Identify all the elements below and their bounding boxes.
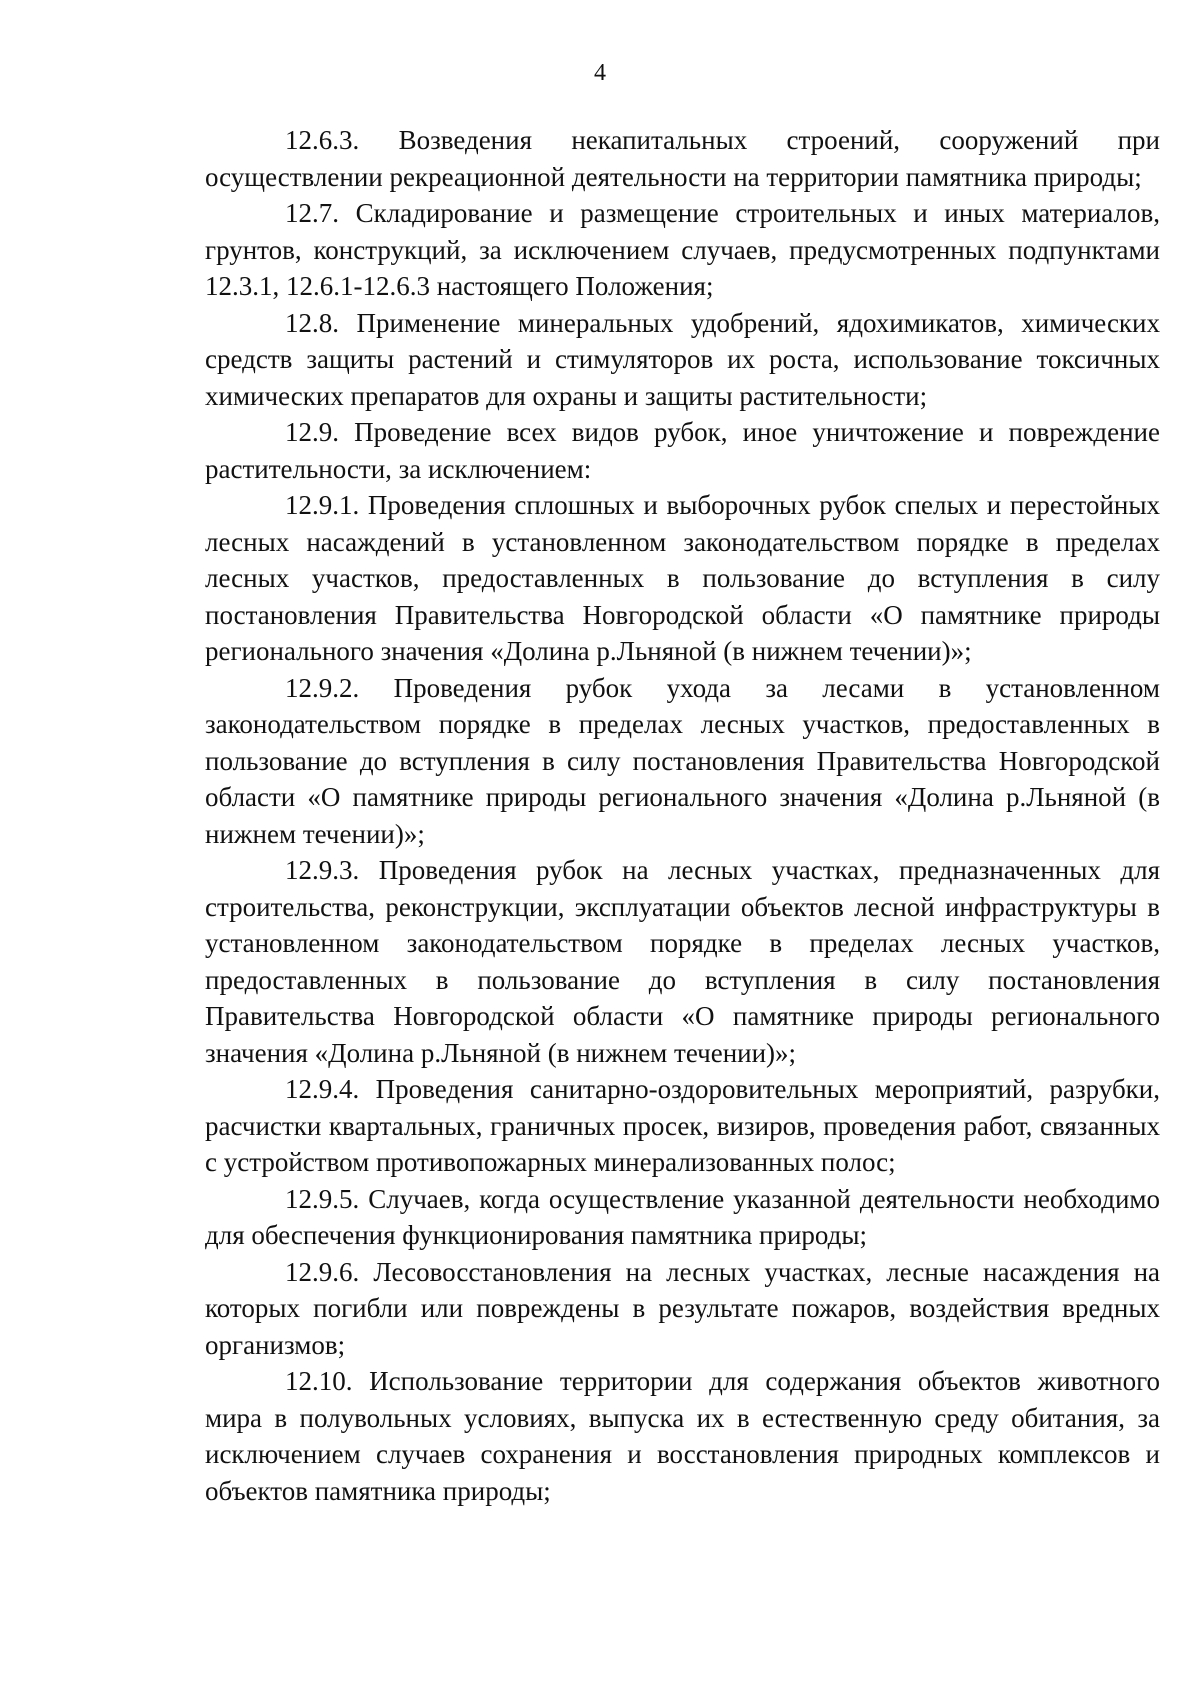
- document-body: [205, 122, 1160, 1509]
- paragraph-12-9-5: 12.9.5. Случаев, когда осуществление указанной деятельности необходимо для обеспечения функционирования памятника природы;: [205, 1183, 1160, 1250]
- paragraph-12-9: 12.9. Проведение всех видов рубок, иное уничтожение и повреждение растительности, за исключением:: [205, 417, 1160, 484]
- paragraph-12-9-4: 12.9.4. Проведения санитарно-оздоровительных мероприятий, разрубки, расчистки квартальных, граничных просек, визиров, проведения работ, связанных с устройством противопожарных минерализованных полос;: [205, 1074, 1160, 1177]
- page-number: 4: [594, 60, 606, 86]
- paragraph-12-9-2: 12.9.2. Проведения рубок ухода за лесами в установленном законодательством порядке в пределах лесных участков, предоставленных в пользование до вступления в силу постановления Правительства Новгородской области «О памятнике природы регионального значения «Долина р.Льняной (в нижнем течении)»;: [205, 672, 1160, 849]
- paragraph-12-7: 12.7. Складирование и размещение строительных и иных материалов, грунтов, конструкций, за исключением случаев, предусмотренных подпунктами 12.3.1, 12.6.1-12.6.3 настоящего Положения;: [205, 198, 1160, 301]
- paragraph-12-9-1: 12.9.1. Проведения сплошных и выборочных рубок спелых и перестойных лесных насаждений в установленном законодательством порядке в пределах лесных участков, предоставленных в пользование до вступления в силу постановления Правительства Новгородской области «О памятнике природы регионального значения «Долина р.Льняной (в нижнем течении)»;: [205, 490, 1160, 666]
- paragraph-12-8: 12.8. Применение минеральных удобрений, ядохимикатов, химических средств защиты растений и стимуляторов их роста, использование токсичных химических препаратов для охраны и защиты растительности;: [205, 307, 1160, 411]
- paragraph-12-9-3: 12.9.3. Проведения рубок на лесных участках, предназначенных для строительства, реконструкции, эксплуатации объектов лесной инфраструктуры в установленном законодательством порядке в пределах лесных участков, предоставленных в пользование до вступления в силу постановления Правительства Новгородской области «О памятнике природы регионального значения «Долина р.Льняной (в нижнем течении)»;: [205, 855, 1160, 1068]
- paragraph-12-9-6: 12.9.6. Лесовосстановления на лесных участках, лесные насаждения на которых погибли или повреждены в результате пожаров, воздействия вредных организмов;: [205, 1256, 1160, 1360]
- paragraph-12-10: 12.10. Использование территории для содержания объектов животного мира в полувольных условиях, выпуска их в естественную среду обитания, за исключением случаев сохранения и восстановления природных комплексов и объектов памятника природы;: [205, 1366, 1160, 1506]
- paragraph-12-6-3: 12.6.3. Возведения некапитальных строений, сооружений при осуществлении рекреационной деятельности на территории памятника природы;: [205, 125, 1160, 192]
